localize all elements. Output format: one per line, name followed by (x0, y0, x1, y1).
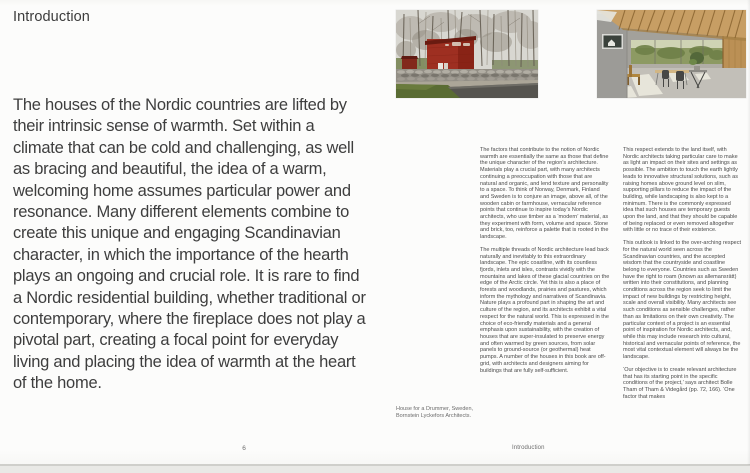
paragraph: The multiple threads of Nordic architecture lead back naturally and inevitably to this extraordinary landscape. The epic coastline, with its countless fjords, inlets and isles, contrasts vividly with the mountains and lakes of these glacial countries on the edge of the Arctic circle. Yet this is also a place of forests and woodlands, prairies and pastures, which inform the mythology and narratives of Scandinavia. Nature plays a profound part in shaping the art and culture of the region, and its architects exhibit a vital respect for the natural world. This is expressed in the choice of eco-friendly materials and a general emphasis upon sustainability, with the creation of houses that are super-insulated to preserve energy and often warmed by green sources, from solar panels to ground-source (or geothermal) heat pumps. A number of the houses in this book are off-grid, with architects and designers aiming for buildings that are fully self-sufficient. (480, 246, 610, 374)
background-surface (0, 466, 750, 473)
framed-picture (602, 34, 623, 49)
running-footer: Introduction (512, 445, 545, 451)
page-number: 6 (242, 445, 246, 452)
paragraph: ‘Our objective is to create relevant architecture that has its starting point in the specific conditions of the project,’ says architect Bolle Tham of Tham & Videgård (pp. 72, 166). ‘One factor that makes (623, 366, 737, 400)
photo-living-room-interior (597, 10, 746, 98)
paragraph: The factors that contribute to the notion of Nordic warmth are essentially the same as those that define the unique character of the region’s architecture. Materials play a crucial part, with many architects continuing a preoccupation with those that are natural and organic, and lend texture and personality to a space. To think of Norway, Denmark, Finland and Sweden is to conjure an image, above all, of the wooden cabin or farmhouse, vernacular reference points that continue to inspire today’s Nordic architects, who use timber as a ‘modern’ material, as they experiment with form, volume and space. Stone and brick, too, reinforce a palette that is rooted in the landscape. (480, 147, 609, 241)
photo-caption (396, 406, 526, 420)
body-column-2 (623, 147, 741, 406)
caption-line: House for a Drummer, Sweden, (396, 406, 474, 412)
intro-lead-paragraph: The houses of the Nordic countries are lifted by their intrinsic sense of warmth. Set within a climate that can be cold and challenging, as well as bracing and beautiful, the idea of a warm, welcoming home assumes particular power and resonance. Many different elements combine to create this unique and engaging Scandinavian character, in which the importance of the hearth plays an ongoing and crucial role. It is rare to find a Nordic residential building, whether traditional or contemporary, where the fireplace does not play a pivotal part, creating a focal point for everyday living and placing the idea of warmth at the heart of the home. (13, 96, 366, 393)
body-column-1 (480, 147, 610, 380)
page-title: Introduction (13, 9, 90, 25)
photo-red-house-exterior (396, 10, 538, 98)
caption-line: Bornstein Lyckefors Architects. (396, 413, 471, 419)
paragraph: This respect extends to the land itself, with Nordic architects taking particular care to make as light an impact on their sites and settings as possible. The ambition to touch the earth lightly leads to innovative structural solutions, such as raising homes above ground level on slim, supporting pillars to reduce the impact of the building, while landscaping is also kept to a minimum. There is the commonly expressed idea that such houses are temporary guests upon the land, and that they should be capable of being replaced or even removed altogether with little or no trace of their existence. (623, 147, 738, 234)
paragraph: This outlook is linked to the over-arching respect for the natural world seen across the Scandinavian countries, and the accepted wisdom that the countryside and coastline belong to everyone. Countries such as Sweden have the right to roam (known as allemansrätt) written into their constitutions, and planning conditions across the region seek to limit the impact of new buildings by restricting height, scale and overall visibility. Many architects see such conditions as sensible challenges, rather than as limitations on their own creativity. The particular context of a project is an essential point of inspiration for Nordic architects, and, while this may include research into cultural, historical and vernacular points of reference, the most vital contextual element will always be the landscape. (623, 240, 742, 361)
